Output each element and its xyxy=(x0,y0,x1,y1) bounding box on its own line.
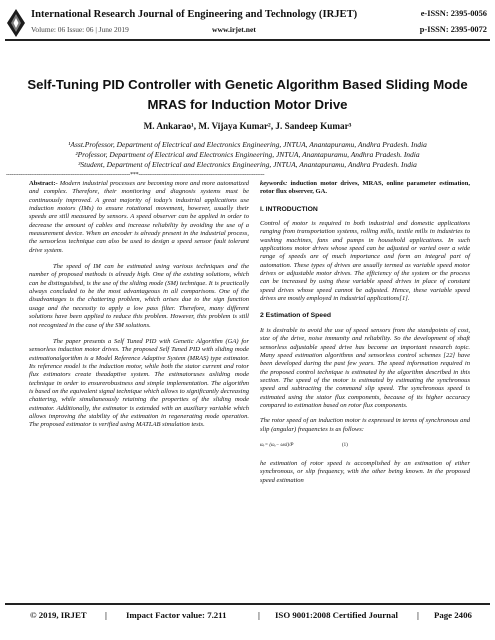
footer-divider-1: | xyxy=(105,610,107,620)
volume-issue: Volume: 06 Issue: 06 | June 2019 xyxy=(31,25,129,34)
footer-divider-3: | xyxy=(417,610,419,620)
keywords-text: induction motor drives, MRAS, online parameter estimation, rotor flux observer, GA. xyxy=(260,180,470,196)
abstract-column xyxy=(29,180,249,430)
affiliation-1: ¹Asst.Professor, Department of Electrical and Electronics Engineering, JNTUA, Anantapuramu, Andhra Pradesh. India xyxy=(68,140,427,149)
equation-1-number: (1) xyxy=(342,442,348,448)
paper-authors: M. Ankarao¹, M. Vijaya Kumar², J. Sandeep Kumar³ xyxy=(143,121,352,131)
section-separator: ---------------------------------------------------------------------***---------------------------------------------------------------------- xyxy=(6,172,265,178)
journal-website-link[interactable]: www.irjet.net xyxy=(212,25,256,34)
abstract-paragraph-2: The speed of IM can be estimated using various techniques and the number of proposed methods is already high. One of the existing solutions, which can be distinguished, is the use of the sliding mode (SM) technique. It is practically always concluded to be the most advantageous in all comparisons. One of the disadvantages is the chattering problem, which arises due to the sign function usage and the necessity to apply a low pass filter. Therefore, many different solutions have been applied to reduce this problem. However, this problem is still not recognized in the case of the SM solutions. xyxy=(29,263,249,329)
footer-impact-factor: Impact Factor value: 7.211 xyxy=(126,610,227,620)
section-2-paragraph-1: It is desirable to avoid the use of speed sensors from the standpoints of cost, size of the drive, noise immunity and reliability. So the development of shaft sensorless adjustable speed drive has become an important research topic. Many speed estimation algorithms and sensorless control schemes [22] have been developed during the past few years. The speed information required in the proposed control technique is estimated by the algorithm described in this section. The speed of the motor is estimated by estimating the synchronous speed and subtracting the command slip speed. The synchronous speed is estimated using the stator flux components, because of its higher accuracy compared to estimation based on rotor flux components. xyxy=(260,326,470,409)
journal-header xyxy=(0,0,495,62)
intro-paragraph-1: Control of motor is required in both industrial and domestic applications ranging from transportation systems, rolling mills, textile mills in industries to washing machines, fans and pumps in household applications. In such applications motor drives whose speed can be adjusted or varied over a wide range of speeds are of much importance and form an integral part of automation. These types of drives are usually termed as variable speed motor drives or adjustable motor drives. The efficiency of the system or the process can be increased by using these variable speed drives in place of constant speed drives whose speed cannot be adjusted. Hence, these variable speed drives are mostly employed in industrial applications[1]. xyxy=(260,220,470,303)
footer-iso: ISO 9001:2008 Certified Journal xyxy=(275,610,398,620)
paper-title: Self-Tuning PID Controller with Genetic Algorithm Based Sliding Mode MRAS for Induction Motor Drive xyxy=(27,77,468,112)
irjet-logo-icon xyxy=(6,8,26,38)
footer-divider xyxy=(5,603,490,605)
abstract-paragraph-1 xyxy=(29,180,249,255)
abstract-label: Abstract:- xyxy=(29,180,58,187)
footer-page-number: Page 2406 xyxy=(434,610,472,620)
abstract-text-1: Modern industrial processes are becoming more and more automatized and complex. Therefore, their monitoring and diagnosis systems must be continuously improved. A great majority of today's industrial applications use induction motors (IMs) to ensure rotational movement, however, usually their speeds are still measured by sensors. A speed observer can be applied in order to decrease the amount of cables and increase reliability by avoiding the use of a measurement device. When an encoder is already present in the industrial process, the sensorless technique can also be used to design a speed sensor fault tolerant drive system. xyxy=(29,180,249,254)
body-column xyxy=(260,180,470,485)
equation-1 xyxy=(260,442,470,452)
intro-heading: I. INTRODUCTION xyxy=(260,205,318,213)
section-2-paragraph-2: The rotor speed of an induction motor is expressed in terms of synchronous and slip (angular) frequencies is as follows: xyxy=(260,417,470,433)
e-issn: e-ISSN: 2395-0056 xyxy=(420,9,487,18)
journal-name: International Research Journal of Engineering and Technology (IRJET) xyxy=(31,9,358,20)
keywords-paragraph xyxy=(260,180,470,197)
section-2-heading: 2 Estimation of Speed xyxy=(260,312,332,320)
equation-1-formula: ωᵣ= (ωₑ− ωsl)/P xyxy=(260,442,294,448)
abstract-paragraph-3: The paper presents a Self Tuned PID with Genetic Algorithm (GA) for sensorless induction motor drives. The proposed Self Tuned PID with sliding mode estimationalgorithm is a Model Reference Adaptive System (MRAS) type estimator. Its reference model is the induction motor, while both the stator current and rotor flux estimators create theadaptive system. The estimatoruses asliding mode technique in order to ensurerobustness and simple implementation. The algorithm is based on the equivalent signal technique which allows to significantly decreasing chattering, while simultaneously retaining the properties of the sliding mode estimator. Additionally, the estimator is extended with an auxiliary variable which allows improving the stability of the estimation in regenerating mode operation. The proposed estimator is verified using MATLAB simulation tests. xyxy=(29,337,249,429)
footer-copyright: © 2019, IRJET xyxy=(30,610,87,620)
keywords-label: keywords: xyxy=(260,180,288,187)
p-issn: p-ISSN: 2395-0072 xyxy=(419,25,487,34)
affiliation-2: ²Professor, Department of Electrical and Electronics Engineering, JNTUA, Anantapuramu, Andhra Pradesh. India xyxy=(75,150,420,159)
section-2-paragraph-3: he estimation of rotor speed is accomplished by an estimation of either synchronous, or slip frequency, with the other being known. In the proposed speed estimation xyxy=(260,459,470,484)
header-divider xyxy=(5,39,490,41)
affiliation-3: ³Student, Department of Electrical and Electronics Engineering, JNTUA, Anantapuramu, Andhra Pradesh. India xyxy=(78,160,417,169)
footer-divider-2: | xyxy=(258,610,260,620)
